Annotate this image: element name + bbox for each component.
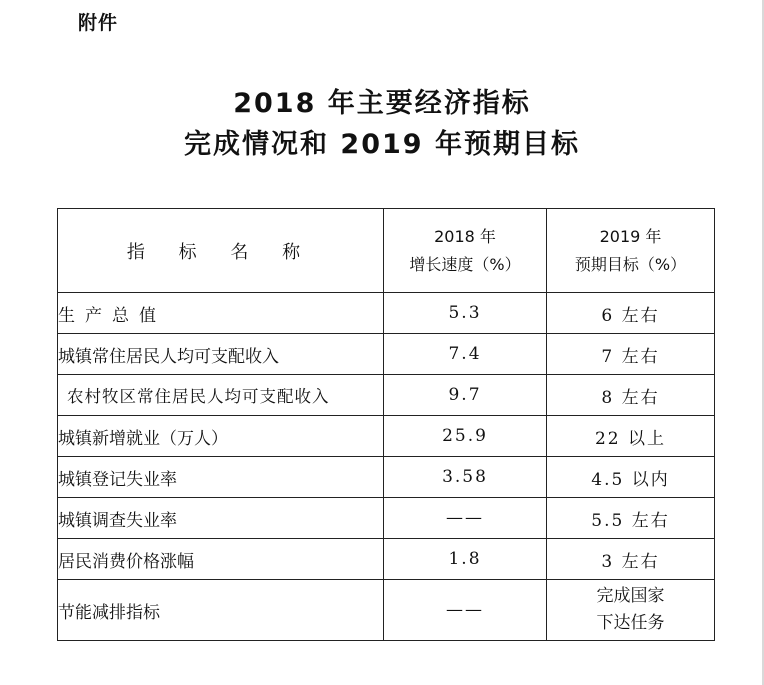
growth-2018-value: —— [384,498,547,539]
indicator-name: 居民消费价格涨幅 [58,539,384,580]
growth-2018-value: 7.4 [384,334,547,375]
growth-2018-value: 9.7 [384,375,547,416]
target-2019-value: 6 左右 [547,293,715,334]
target-2019-value: 5.5 左右 [547,498,715,539]
target-2019-value: 3 左右 [547,539,715,580]
growth-2018-value: 25.9 [384,416,547,457]
table-row [58,539,715,580]
table-row [58,457,715,498]
target-2019-line2: 下达任务 [596,613,665,633]
header-target-2019 [547,209,715,293]
header-target-2019-line2: 预期目标（%） [574,254,687,274]
growth-2018-value: 1.8 [384,539,547,580]
target-2019-line1: 完成国家 [596,586,665,606]
growth-2018-value: —— [384,580,547,641]
target-2019-value: 7 左右 [547,334,715,375]
attachment-label: 附件 [78,12,119,34]
header-growth-2018-line2: 增长速度（%） [409,254,521,274]
indicators-table [57,208,715,641]
table-row [58,375,715,416]
target-2019-value [547,580,715,641]
table-header-row [58,209,715,293]
header-indicator-name: 指 标 名 称 [58,209,384,293]
growth-2018-value: 5.3 [384,293,547,334]
table-row [58,416,715,457]
indicator-name: 农村牧区常住居民人均可支配收入 [58,375,384,416]
header-growth-2018-line1: 2018 年 [434,226,496,246]
target-2019-value: 22 以上 [547,416,715,457]
header-growth-2018 [384,209,547,293]
table-row [58,580,715,641]
table-row [58,498,715,539]
indicator-name: 城镇新增就业（万人） [58,416,384,457]
document-title-line1: 2018 年主要经济指标 [233,88,531,119]
table-row [58,334,715,375]
indicator-name: 城镇常住居民人均可支配收入 [58,334,384,375]
target-2019-value: 4.5 以内 [547,457,715,498]
document-title-line2: 完成情况和 2019 年预期目标 [184,129,580,160]
growth-2018-value: 3.58 [384,457,547,498]
header-target-2019-line1: 2019 年 [599,226,662,246]
target-2019-value: 8 左右 [547,375,715,416]
indicator-name: 生产总值 [58,293,384,334]
table-row [58,293,715,334]
indicator-name: 城镇调查失业率 [58,498,384,539]
indicator-name: 节能减排指标 [58,580,384,641]
indicator-name: 城镇登记失业率 [58,457,384,498]
